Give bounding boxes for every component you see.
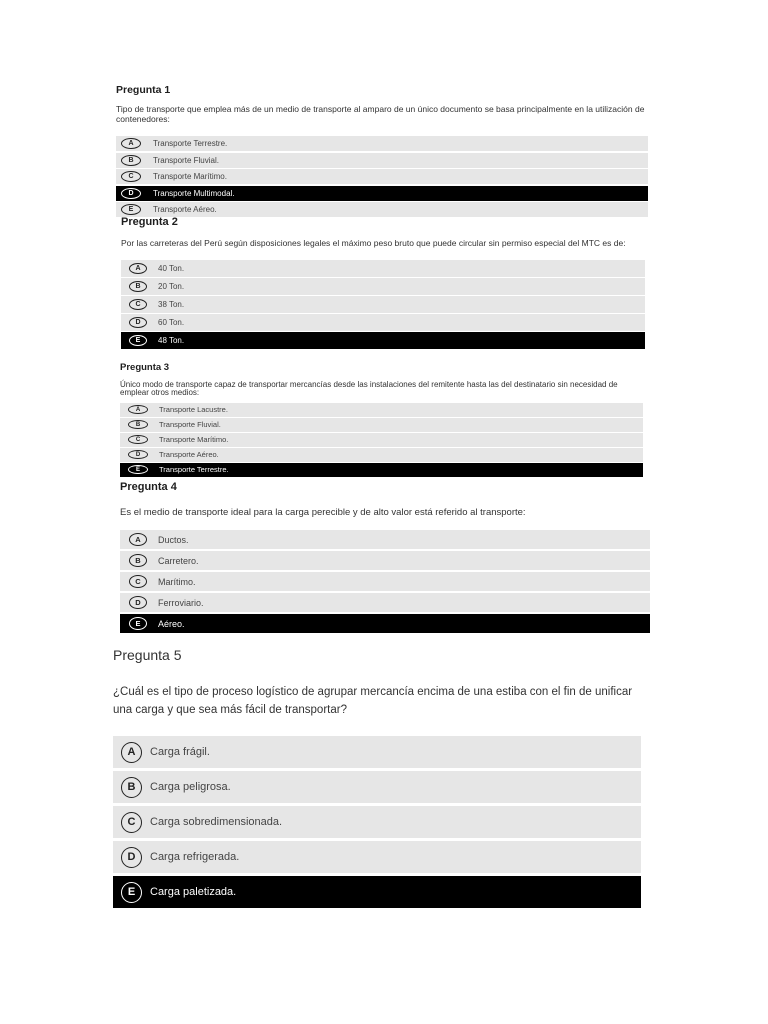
option-letter-circle: C <box>121 812 142 833</box>
option-label: Carga sobredimensionada. <box>150 816 283 828</box>
option-label: Carga frágil. <box>150 746 210 758</box>
option-label: Transporte Aéreo. <box>159 450 219 460</box>
question-text: Tipo de transporte que emplea más de un medio de transporte al amparo de un único documento se basa principalmente en la utilización de contenedores: <box>116 104 645 124</box>
question-5 <box>113 647 641 911</box>
option-label: 60 Ton. <box>158 317 185 327</box>
answer-option-e[interactable] <box>113 876 641 908</box>
answer-option-b[interactable] <box>121 278 645 295</box>
option-label: Transporte Terrestre. <box>153 139 228 148</box>
question-4 <box>120 481 650 635</box>
option-letter-circle: E <box>129 617 147 630</box>
question-text: ¿Cuál es el tipo de proceso logístico de agrupar mercancía encima de una estiba con el fin de unificar una carga y que sea más fácil de transportar? <box>113 686 633 716</box>
answer-option-d[interactable] <box>120 448 643 462</box>
answer-option-b[interactable] <box>120 418 643 432</box>
option-letter-circle: C <box>129 299 147 310</box>
option-letter-circle: D <box>121 847 142 868</box>
answer-option-a[interactable] <box>116 136 648 151</box>
option-label: Ductos. <box>158 534 189 545</box>
option-letter-circle: D <box>129 596 147 609</box>
option-letter-circle: C <box>128 435 148 444</box>
option-label: Carga refrigerada. <box>150 851 240 863</box>
question-1 <box>116 84 648 219</box>
question-text: Único modo de transporte capaz de transportar mercancías desde las instalaciones del remitente hasta las del destinatario sin necesidad de emplear otros medios: <box>120 380 618 397</box>
option-label: Transporte Fluvial. <box>159 420 221 430</box>
option-letter-circle: B <box>121 155 141 166</box>
option-label: Aéreo. <box>158 618 185 629</box>
option-letter-circle: A <box>129 263 147 274</box>
option-label: 48 Ton. <box>158 335 185 345</box>
option-label: Transporte Fluvial. <box>153 155 219 165</box>
option-letter-circle: B <box>128 420 148 429</box>
option-label: Carga paletizada. <box>150 886 237 898</box>
question-title: Pregunta 4 <box>120 481 177 493</box>
option-label: Carretero. <box>158 555 199 566</box>
option-letter-circle: A <box>128 405 148 414</box>
option-label: Transporte Marítimo. <box>159 435 229 445</box>
option-letter-circle: A <box>121 138 141 149</box>
question-title: Pregunta 5 <box>113 647 182 663</box>
option-label: Transporte Aéreo. <box>153 205 217 214</box>
answer-option-a[interactable] <box>121 260 645 277</box>
option-letter-circle: D <box>128 450 148 459</box>
answer-option-e[interactable] <box>116 202 648 217</box>
answer-option-c[interactable] <box>116 169 648 184</box>
answer-option-d[interactable] <box>120 593 650 612</box>
option-letter-circle: D <box>129 317 147 328</box>
option-label: Transporte Marítimo. <box>153 172 227 181</box>
answer-option-c[interactable] <box>120 572 650 591</box>
option-label: Transporte Multimodal. <box>153 188 235 198</box>
answer-option-a[interactable] <box>113 736 641 768</box>
answer-option-e[interactable] <box>121 332 645 349</box>
answer-option-c[interactable] <box>113 806 641 838</box>
option-letter-circle: B <box>129 554 147 567</box>
question-title: Pregunta 1 <box>116 84 171 96</box>
answer-option-b[interactable] <box>113 771 641 803</box>
option-label: Ferroviario. <box>158 597 204 608</box>
question-text: Es el medio de transporte ideal para la carga perecible y de alto valor está referido al transporte: <box>120 507 526 518</box>
answer-option-d[interactable] <box>116 186 648 201</box>
option-letter-circle: A <box>121 742 142 763</box>
question-text: Por las carreteras del Perú según disposiciones legales el máximo peso bruto que puede circular sin permiso especial del MTC es de: <box>121 238 626 248</box>
answer-option-c[interactable] <box>121 296 645 313</box>
option-label: Transporte Lacustre. <box>159 405 228 415</box>
option-letter-circle: C <box>121 171 141 182</box>
option-letter-circle: E <box>121 204 141 215</box>
answer-option-b[interactable] <box>120 551 650 570</box>
option-letter-circle: D <box>121 188 141 199</box>
answer-option-b[interactable] <box>116 153 648 168</box>
answer-option-d[interactable] <box>121 314 645 331</box>
option-label: Transporte Terrestre. <box>159 465 229 475</box>
option-letter-circle: A <box>129 533 147 546</box>
question-3 <box>120 362 643 478</box>
answer-option-a[interactable] <box>120 530 650 549</box>
answer-option-e[interactable] <box>120 463 643 477</box>
option-letter-circle: E <box>129 335 147 346</box>
option-label: 40 Ton. <box>158 263 185 273</box>
option-letter-circle: B <box>121 777 142 798</box>
answer-option-c[interactable] <box>120 433 643 447</box>
option-label: Marítimo. <box>158 576 196 587</box>
option-label: 20 Ton. <box>158 281 185 291</box>
option-letter-circle: E <box>128 465 148 474</box>
option-letter-circle: C <box>129 575 147 588</box>
question-title: Pregunta 2 <box>121 216 178 228</box>
question-title: Pregunta 3 <box>120 362 170 373</box>
option-letter-circle: B <box>129 281 147 292</box>
option-letter-circle: E <box>121 882 142 903</box>
question-2 <box>121 216 645 350</box>
answer-option-e[interactable] <box>120 614 650 633</box>
answer-option-a[interactable] <box>120 403 643 417</box>
answer-option-d[interactable] <box>113 841 641 873</box>
option-label: Carga peligrosa. <box>150 781 231 793</box>
option-label: 38 Ton. <box>158 299 185 309</box>
